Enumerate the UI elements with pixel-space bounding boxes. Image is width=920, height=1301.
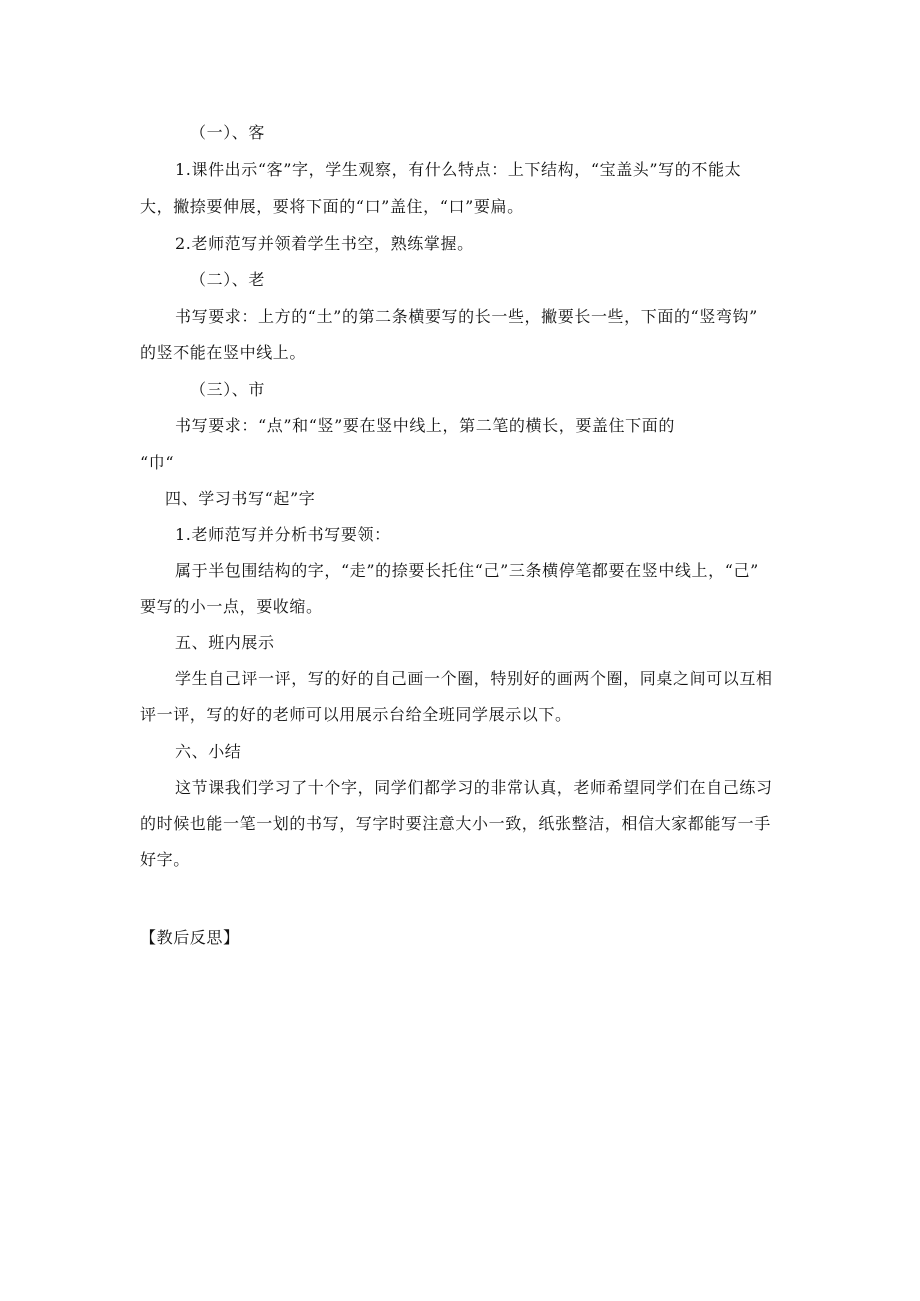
section-heading-summary: 六、小结 xyxy=(175,742,242,761)
section-heading-lao: （二）、老 xyxy=(190,270,266,289)
paragraph-shi-line1: 书写要求：“点”和“竖”要在竖中线上，第二笔的横长，要盖住下面的 xyxy=(175,416,675,435)
paragraph-summary-line2: 的时候也能一笔一划的书写，写字时要注意大小一致，纸张整洁，相信大家都能写一手 xyxy=(140,814,771,833)
paragraph-qi-step1: 1.老师范写并分析书写要领： xyxy=(175,525,391,544)
section-heading-ke: （一）、客 xyxy=(190,123,266,142)
section-heading-shi: （三）、市 xyxy=(190,380,266,399)
paragraph-ke-2: 2.老师范写并领着学生书空，熟练掌握。 xyxy=(175,234,474,253)
paragraph-show-line2: 评一评，写的好的老师可以用展示台给全班同学展示以下。 xyxy=(140,705,572,724)
paragraph-shi-line2: “巾“ xyxy=(140,453,175,472)
paragraph-show-line1: 学生自己评一评，写的好的自己画一个圈，特别好的画两个圈，同桌之间可以互相 xyxy=(175,669,773,688)
paragraph-qi-desc-line1: 属于半包围结构的字，“走”的捺要长托住“己”三条横停笔都要在竖中线上，“己” xyxy=(175,561,759,580)
paragraph-qi-desc-line2: 要写的小一点，要收缩。 xyxy=(140,597,323,616)
paragraph-summary-line3: 好字。 xyxy=(140,850,190,869)
reflection-heading: 【教后反思】 xyxy=(140,928,240,947)
paragraph-lao-line1: 书写要求：上方的“土”的第二条横要写的长一些，撇要长一些，下面的“竖弯钩” xyxy=(175,307,758,326)
paragraph-lao-line2: 的竖不能在竖中线上。 xyxy=(140,343,307,362)
section-heading-qi: 四、学习书写“起”字 xyxy=(165,489,316,508)
paragraph-ke-1-line2: 大，撇捺要伸展，要将下面的“口”盖住，“口”要扁。 xyxy=(140,197,524,216)
section-heading-show: 五、班内展示 xyxy=(175,633,275,652)
paragraph-summary-line1: 这节课我们学习了十个字，同学们都学习的非常认真，老师希望同学们在自己练习 xyxy=(175,778,773,797)
paragraph-ke-1-line1: 1.课件出示“客”字，学生观察，有什么特点：上下结构，“宝盖头”写的不能太 xyxy=(175,160,742,179)
